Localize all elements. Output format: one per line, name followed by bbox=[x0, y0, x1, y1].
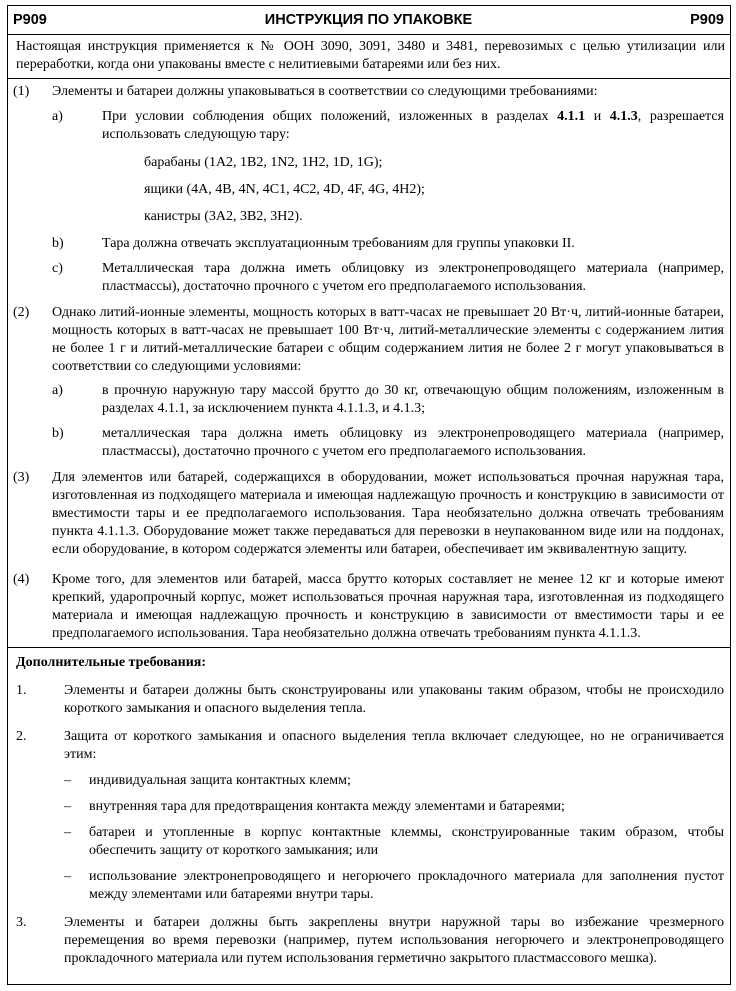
requirement-2 bbox=[8, 728, 724, 764]
bullet-text: использование электронепроводящего и негорючего прокладочного материала для заполнения пустот между элементами или батареями внутри тары. bbox=[89, 869, 724, 902]
requirement-3 bbox=[8, 914, 724, 968]
ref-4-1-3: 4.1.3 bbox=[609, 109, 638, 124]
section-1 bbox=[8, 83, 730, 101]
section-1-item-b bbox=[52, 235, 724, 253]
item-text: Тара должна отвечать эксплуатационным требованиям для группы упаковки II. bbox=[102, 236, 575, 251]
packaging-line-boxes: ящики (4A, 4B, 4N, 4C1, 4C2, 4D, 4F, 4G, 4H2); bbox=[144, 182, 425, 197]
item-text: Металлическая тара должна иметь облицовку из электронепроводящего материала (например, пластмассы), достаточно прочного с учетом его предполагаемого использования. bbox=[102, 261, 724, 294]
item-letter: a) bbox=[52, 383, 63, 398]
ref-4-1-1: 4.1.1 bbox=[557, 109, 586, 124]
intro-paragraph: Настоящая инструкция применяется к № ООН 3090, 3091, 3480 и 3481, перевозимых с целью утилизации или переработки, когда они упакованы вместе с нелитиевыми батареями или без них. bbox=[8, 35, 730, 79]
requirement-text: Элементы и батареи должны быть закреплены внутри наружной тары во избежание чрезмерного перемещения во время перевозки (например, путем использования негорючего и электронепроводящего прокладочного материала или путем использования герметично закрытого пластмассового мешка). bbox=[64, 915, 724, 966]
dash-marker: – bbox=[64, 799, 71, 814]
bullet-item bbox=[8, 824, 724, 860]
section-1-item-c bbox=[52, 260, 724, 296]
section-text: Кроме того, для элементов или батарей, масса брутто которых составляет не менее 12 кг и которые имеют крепкий, ударопрочный корпус, может использоваться прочная наружная тара, изготовленная из подходящего материала и имеющая надлежащую прочность и конструкцию в зависимости от вместимости тары и ее предполагаемого использования. Тара необязательно должна отвечать требованиям пункта 4.1.1.3. bbox=[52, 572, 724, 641]
item-letter: c) bbox=[52, 261, 63, 276]
requirement-text: Элементы и батареи должны быть сконструированы или упакованы таким образом, чтобы не происходило короткого замыкания и опасного выделения тепла. bbox=[64, 683, 724, 716]
packaging-line-drums: барабаны (1A2, 1B2, 1N2, 1H2, 1D, 1G); bbox=[144, 155, 383, 170]
section-number: (3) bbox=[13, 470, 30, 485]
code-right: P909 bbox=[690, 12, 724, 28]
bullet-text: внутренняя тара для предотвращения контакта между элементами и батареями; bbox=[89, 799, 565, 814]
bullet-item bbox=[8, 868, 724, 904]
dash-marker: – bbox=[64, 825, 71, 840]
additional-requirements-title: Дополнительные требования: bbox=[8, 647, 730, 672]
section-text: Однако литий-ионные элементы, мощность которых в ватт-часах не превышает 20 Вт·ч, литий-ионные батареи, мощность которых в ватт-часах не превышает 100 Вт·ч, литий-металлические элементы с содержанием лития не более 1 г и литий-металлические батареи с общим содержанием лития не более 2 г могут упаковываться в соответствии со следующими условиями: bbox=[52, 305, 724, 374]
section-number: (4) bbox=[13, 572, 30, 587]
code-left: P909 bbox=[13, 12, 47, 28]
requirement-1 bbox=[8, 682, 724, 718]
page-title: ИНСТРУКЦИЯ ПО УПАКОВКЕ bbox=[264, 12, 473, 28]
section-number: (1) bbox=[13, 84, 30, 99]
item-text: в прочную наружную тару массой брутто до 30 кг, отвечающую общим положениям, изложенным в разделах 4.1.1, за исключением пункта 4.1.1.3, и 4.1.3; bbox=[102, 383, 724, 416]
table-header bbox=[8, 6, 730, 35]
requirement-text: Защита от короткого замыкания и опасного выделения тепла включает следующее, но не ограничивается этим: bbox=[64, 729, 724, 762]
dash-marker: – bbox=[64, 869, 71, 884]
section-text: Элементы и батареи должны упаковываться в соответствии со следующими требованиями: bbox=[52, 84, 598, 99]
item-text: металлическая тара должна иметь облицовку из электронепроводящего материала (например, пластмассы), достаточно прочного с учетом его предполагаемого использования. bbox=[102, 426, 724, 459]
item-letter: b) bbox=[52, 426, 64, 441]
bullet-item bbox=[8, 772, 724, 790]
packing-instruction-table bbox=[7, 5, 731, 985]
item-letter: b) bbox=[52, 236, 64, 251]
section-2-item-b bbox=[52, 425, 724, 461]
bullet-text: батареи и утопленные в корпус контактные клеммы, сконструированные таким образом, чтобы обеспечить защиту от короткого замыкания; или bbox=[89, 825, 724, 858]
requirement-number: 1. bbox=[16, 683, 27, 698]
bullet-text: индивидуальная защита контактных клемм; bbox=[89, 773, 351, 788]
section-number: (2) bbox=[13, 305, 30, 320]
requirement-number: 2. bbox=[16, 729, 27, 744]
dash-marker: – bbox=[64, 773, 71, 788]
section-1-item-a bbox=[52, 108, 724, 144]
item-letter: a) bbox=[52, 109, 63, 124]
bullet-item bbox=[8, 798, 724, 816]
section-4 bbox=[8, 571, 730, 647]
requirement-number: 3. bbox=[16, 915, 27, 930]
section-text: Для элементов или батарей, содержащихся в оборудовании, может использоваться прочная наружная тара, изготовленная из подходящего материала и имеющая надлежащую прочность и конструкцию в зависимости от вместимости тары и ее предполагаемого использования. Тара необязательно должна отвечать требованиям пункта 4.1.1.3. Оборудование может также передаваться для перевозки в неупакованном виде или на поддонах, если оборудование, в котором содержатся элементы или батареи, обеспечивает им эквивалентную защиту. bbox=[52, 470, 724, 557]
item-text: При условии соблюдения общих положений, изложенных в разделах 4.1.1 и 4.1.3, разрешается использовать следующую тару: bbox=[102, 109, 725, 142]
section-2 bbox=[8, 304, 730, 376]
section-3 bbox=[8, 469, 730, 559]
section-2-item-a bbox=[52, 382, 724, 418]
packaging-line-jerricans: канистры (3A2, 3B2, 3H2). bbox=[144, 209, 303, 224]
